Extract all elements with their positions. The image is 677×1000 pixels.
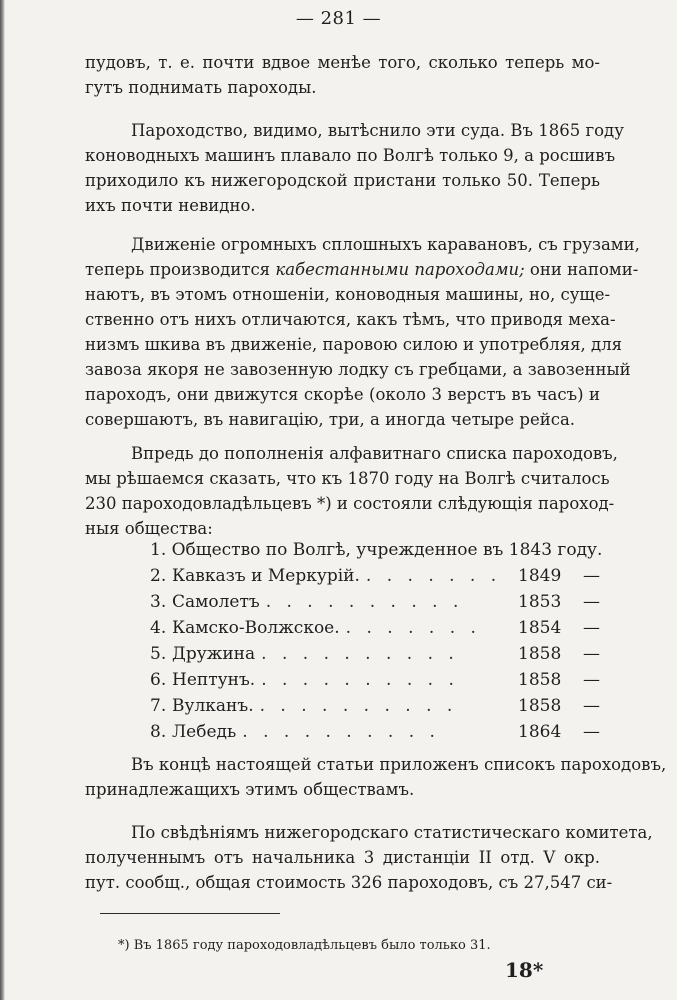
company-name: Вулканъ.	[172, 696, 254, 716]
paragraph-2	[85, 118, 624, 218]
footnote-rule	[100, 913, 280, 914]
company-name: Нептунъ.	[172, 670, 256, 690]
item-number: 6.	[150, 670, 167, 690]
company-year: 1858	[518, 644, 562, 664]
paragraph-6	[85, 820, 653, 895]
footnote: *) Въ 1865 году пароходовладѣльцевъ было только 31.	[118, 938, 491, 953]
text-line: пудовъ, т. е. почти вдвое менѣе того, сколько теперь мо-	[85, 53, 600, 72]
paragraph-4	[85, 441, 618, 541]
item-number: 5.	[150, 644, 167, 664]
item-number: 2.	[150, 566, 167, 586]
leader-dots: . . . . . . .	[345, 618, 481, 638]
text-line: мы рѣшаемся сказать, что къ 1870 году на Волгѣ считалось	[85, 469, 610, 488]
company-entry-first: 1. Общество по Волгѣ, учрежденное въ 1843 году.	[150, 540, 603, 560]
text-line: принадлежащихъ этимъ обществамъ.	[85, 780, 415, 799]
leader-dots: . . . . . . . . . .	[261, 644, 459, 664]
ditto-dash: —	[583, 618, 600, 638]
company-year: 1854	[518, 618, 562, 638]
company-list	[150, 537, 603, 745]
list-item	[150, 693, 600, 719]
text-line: По свѣдѣнiямъ нижегородскаго статистическаго комитета,	[131, 823, 653, 842]
list-item	[150, 615, 600, 641]
text-line: полученнымъ отъ начальника 3 дистанцiи II отд. V окр.	[85, 848, 600, 867]
list-item	[150, 563, 600, 589]
ditto-dash: —	[583, 592, 600, 612]
text-segment: теперь производится	[85, 260, 276, 279]
leader-dots: . . . . . . .	[365, 566, 502, 586]
ditto-dash: —	[583, 644, 600, 664]
text-line: Впредь до пополненiя алфавитнаго списка пароходовъ,	[131, 444, 618, 463]
text-line: Пароходство, видимо, вытѣснило эти суда. Въ 1865 году	[131, 121, 624, 140]
leader-dots: . . . . . . . . . .	[242, 722, 440, 742]
company-name: Лебедь	[172, 722, 237, 742]
text-line: Въ концѣ настоящей статьи приложенъ списокъ пароходовъ,	[131, 755, 667, 774]
text-line: завоза якоря не завозенную лодку съ гребцами, а завозенный	[85, 360, 631, 379]
company-year: 1853	[518, 592, 562, 612]
list-item	[150, 589, 600, 615]
leader-dots: . . . . . . . . . .	[259, 696, 458, 716]
text-line: ихъ почти невидно.	[85, 196, 256, 215]
text-line: пут. сообщ., общая стоимость 326 пароходовъ, съ 27,547 си-	[85, 873, 613, 892]
page-binding-shadow	[0, 0, 5, 1000]
text-line: пароходъ, они движутся скорѣе (около 3 верстъ въ часъ) и	[85, 385, 600, 404]
item-number: 8.	[150, 722, 167, 742]
text-line: низмъ шкива въ движенiе, паровою силою и употребляя, для	[85, 335, 623, 354]
company-name: Дружина	[172, 644, 256, 664]
ditto-dash: —	[583, 696, 600, 716]
text-line: Движенiе огромныхъ сплошныхъ каравановъ, съ грузами,	[131, 235, 640, 254]
ditto-dash: —	[583, 566, 600, 586]
list-item	[150, 667, 600, 693]
text-line: приходило къ нижегородской пристани только 50. Теперь	[85, 171, 600, 190]
text-line: ныя общества:	[85, 519, 213, 538]
text-line: коноводныхъ машинъ плавало по Волгѣ только 9, а росшивъ	[85, 146, 616, 165]
company-year: 1858	[518, 696, 562, 716]
company-name: Кавказъ и Меркурiй.	[172, 566, 360, 586]
list-item	[150, 719, 600, 745]
company-year: 1864	[518, 722, 562, 742]
text-line: наютъ, въ этомъ отношенiи, коноводныя машины, но, суще-	[85, 285, 611, 304]
text-line: 230 пароходовладѣльцевъ *) и состояли слѣдующiя пароход-	[85, 494, 615, 513]
italic-term: кабестанными пароходами;	[275, 260, 525, 279]
list-item	[150, 641, 600, 667]
paragraph-3	[85, 232, 640, 432]
leader-dots: . . . . . . . . . .	[265, 592, 464, 612]
paragraph-1	[85, 50, 600, 100]
company-name: Самолетъ	[172, 592, 260, 612]
text-line-with-italic	[85, 257, 639, 282]
item-number: 3.	[150, 592, 167, 612]
paragraph-5	[85, 752, 667, 802]
company-name: Камско-Волжское.	[172, 618, 340, 638]
page-number: — 281 —	[295, 8, 382, 29]
text-segment: они напоми-	[524, 260, 639, 279]
item-number: 4.	[150, 618, 167, 638]
signature-mark: 18*	[505, 958, 544, 982]
leader-dots: . . . . . . . . . .	[261, 670, 459, 690]
ditto-dash: —	[583, 722, 600, 742]
text-line: ственно отъ нихъ отличаются, какъ тѣмъ, что приводя меха-	[85, 310, 616, 329]
company-year: 1849	[518, 566, 562, 586]
ditto-dash: —	[583, 670, 600, 690]
list-item	[150, 537, 603, 563]
text-line: гутъ поднимать пароходы.	[85, 78, 317, 97]
text-line: совершаютъ, въ навигацiю, три, а иногда четыре рейса.	[85, 410, 576, 429]
item-number: 7.	[150, 696, 167, 716]
company-year: 1858	[518, 670, 562, 690]
